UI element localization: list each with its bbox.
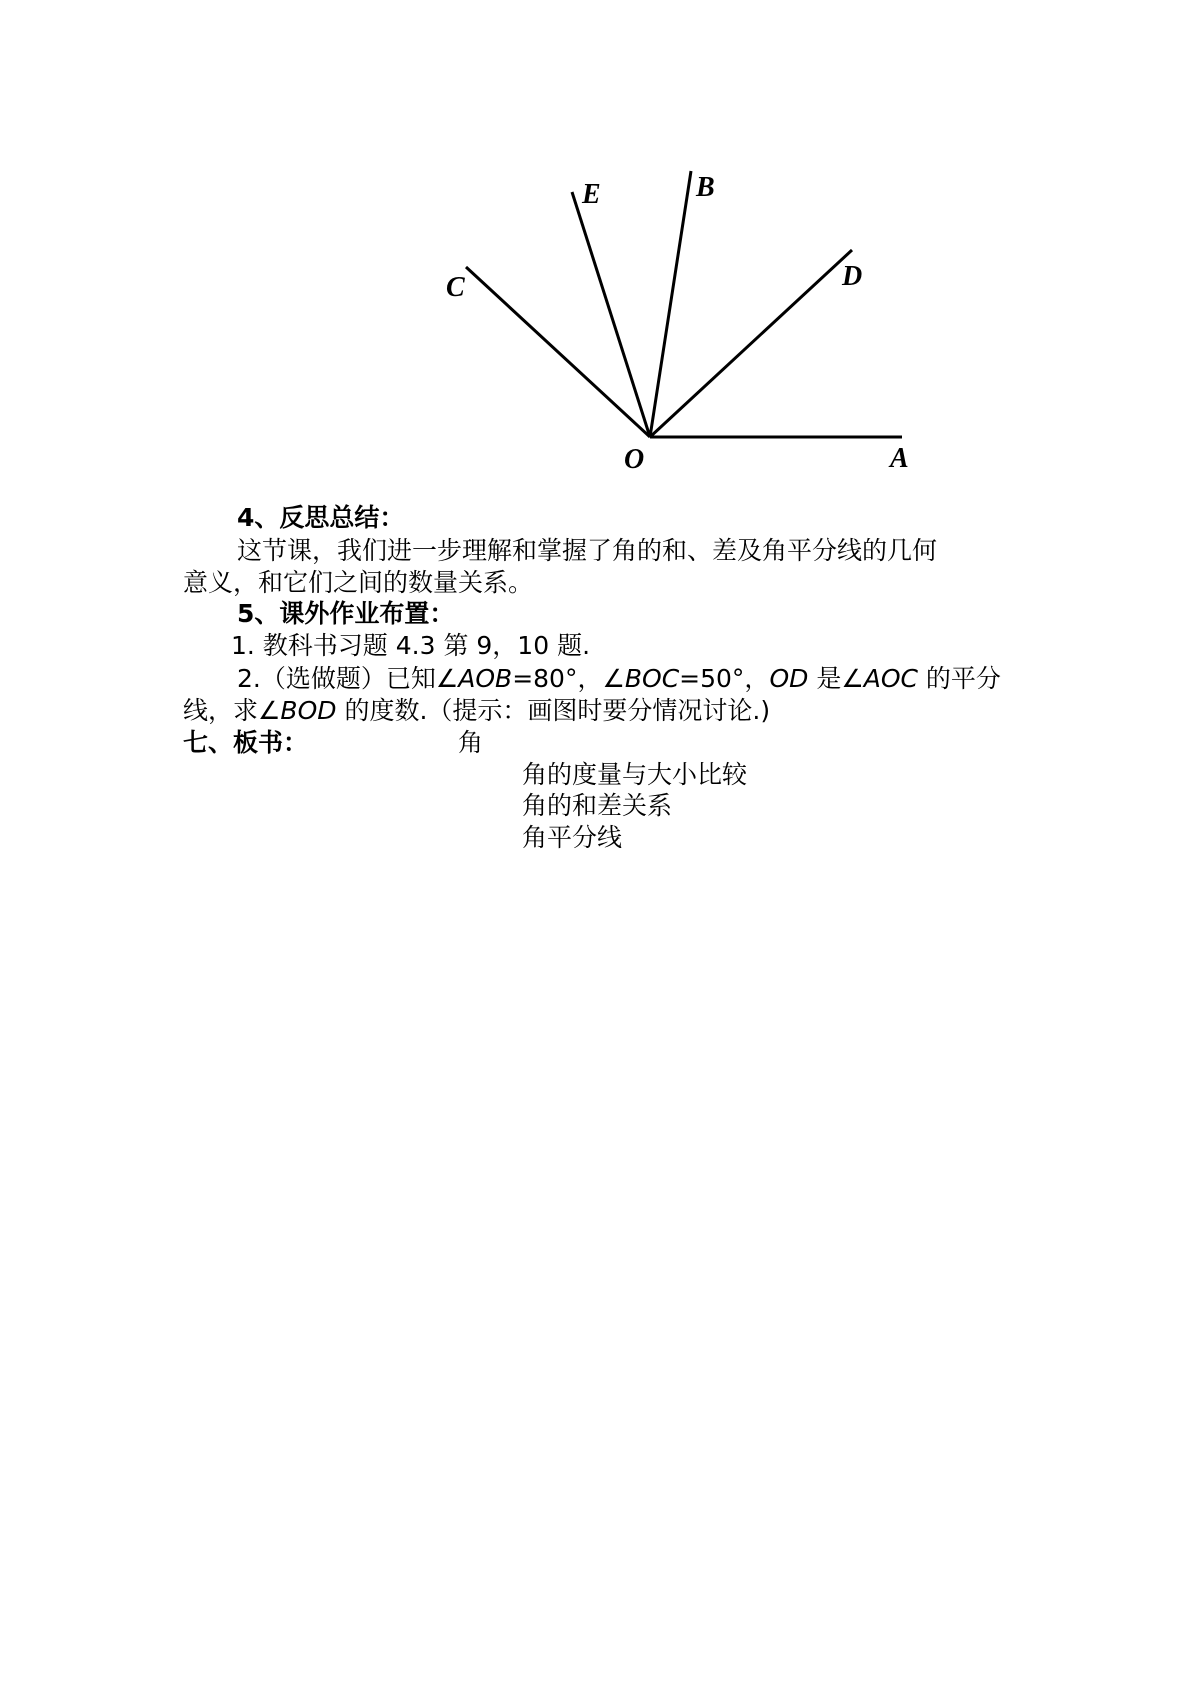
homework-item-2-line-1 bbox=[237, 662, 1001, 696]
angle-diagram bbox=[0, 0, 1191, 480]
angle-name-boc: BOC bbox=[624, 664, 680, 693]
point-label-C: C bbox=[446, 272, 465, 303]
ray-name-od: OD bbox=[769, 664, 809, 693]
point-label-E: E bbox=[582, 179, 601, 210]
homework-item-1: 1. 教科书习题 4.3 第 9，10 题. bbox=[231, 631, 591, 660]
homework-item-2-text: 是∠ bbox=[808, 664, 864, 693]
board-item: 角平分线 bbox=[522, 823, 623, 852]
angle-name-aob: AOB bbox=[458, 664, 513, 693]
board-title: 角 bbox=[458, 728, 484, 757]
homework-item-2-text: 线，求∠ bbox=[183, 696, 281, 725]
angle-name-bod: BOD bbox=[280, 696, 337, 725]
ray-OB bbox=[650, 171, 691, 437]
ray-OD bbox=[650, 250, 852, 437]
homework-heading: 5、课外作业布置： bbox=[237, 599, 455, 628]
point-label-A: A bbox=[890, 443, 909, 474]
point-label-O: O bbox=[624, 444, 645, 475]
board-item: 角的和差关系 bbox=[522, 791, 673, 820]
homework-item-2-line-2 bbox=[183, 694, 770, 728]
homework-item-2-text: =80°，∠ bbox=[512, 664, 625, 693]
reflection-text-line-1: 这节课，我们进一步理解和掌握了角的和、差及角平分线的几何 bbox=[237, 536, 938, 565]
homework-item-2-text: 2.（选做题）已知∠ bbox=[237, 664, 459, 693]
board-heading: 七、板书： bbox=[183, 728, 309, 757]
reflection-text-line-2: 意义，和它们之间的数量关系。 bbox=[183, 568, 534, 597]
homework-item-2-text: 的度数.（提示：画图时要分情况讨论.) bbox=[336, 696, 771, 725]
board-item: 角的度量与大小比较 bbox=[522, 760, 748, 789]
angle-name-aoc: AOC bbox=[863, 664, 918, 693]
homework-item-2-text: =50°， bbox=[679, 664, 770, 693]
angle-figure bbox=[0, 0, 1191, 480]
point-label-D: D bbox=[842, 261, 863, 292]
homework-item-2-text: 的平分 bbox=[917, 664, 1001, 693]
point-label-B: B bbox=[696, 172, 715, 203]
reflection-heading: 4、反思总结： bbox=[237, 503, 405, 532]
